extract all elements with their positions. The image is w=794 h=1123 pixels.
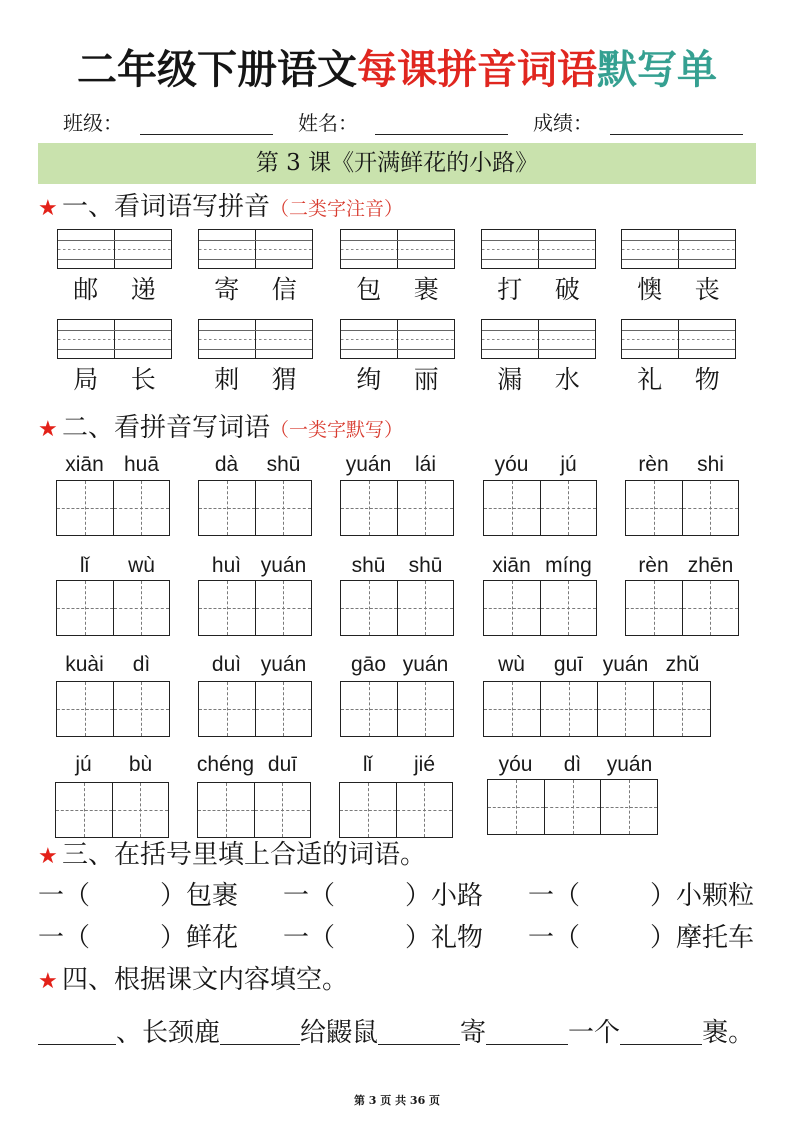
- pinyin-answer-cell[interactable]: [114, 320, 171, 358]
- tianzige-answer-cell[interactable]: [484, 682, 540, 736]
- pinyin-syllable: lǐ: [362, 753, 373, 776]
- tianzige-group: [197, 782, 311, 838]
- section-4-title: 四、根据课文内容填空。: [62, 965, 349, 995]
- tianzige-answer-cell[interactable]: [199, 581, 255, 635]
- measure-word-prefix: 一（: [38, 923, 91, 953]
- tianzige-answer-cell[interactable]: [600, 780, 657, 834]
- tianzige-answer-cell[interactable]: [544, 780, 601, 834]
- tianzige-group: [340, 480, 454, 536]
- pinyin-writing-box: [481, 229, 596, 269]
- pinyin-syllable: jú: [75, 753, 92, 776]
- hanzi-character: 丽: [413, 365, 439, 394]
- hanzi-character: 猬: [271, 365, 297, 394]
- tianzige-group: [339, 782, 453, 838]
- pinyin-syllable: wù: [498, 653, 525, 676]
- pinyin-syllable: dì: [132, 653, 151, 676]
- tianzige-answer-cell[interactable]: [113, 481, 170, 535]
- pinyin-syllable: bù: [128, 753, 153, 776]
- measure-word-prefix: 一（: [283, 881, 336, 911]
- hanzi-character: 递: [130, 275, 156, 304]
- tianzige-group: [56, 681, 170, 737]
- hanzi-character: 邮: [73, 275, 99, 304]
- tianzige-answer-cell[interactable]: [199, 481, 255, 535]
- pinyin-syllable: yuán: [606, 753, 653, 776]
- lesson-banner: [38, 143, 756, 184]
- pinyin-writing-box: [57, 229, 172, 269]
- tianzige-group: [56, 580, 170, 636]
- tianzige-group: [198, 681, 312, 737]
- hanzi-character: 寄: [214, 275, 240, 304]
- hanzi-character: 绚: [356, 365, 382, 394]
- pinyin-syllable: dì: [563, 753, 582, 776]
- tianzige-answer-cell[interactable]: [597, 682, 654, 736]
- section-4-heading: [38, 965, 348, 997]
- pinyin-syllable: shū: [351, 554, 386, 577]
- title-dictation-part: 默写单: [597, 46, 717, 93]
- sentence-text: 、长颈鹿: [116, 1018, 221, 1048]
- tianzige-answer-cell[interactable]: [112, 783, 169, 837]
- pinyin-syllable: gāo: [350, 653, 387, 676]
- sentence-text: 给鼹鼠: [300, 1018, 379, 1048]
- noun-suffix: ）礼物: [405, 923, 484, 953]
- tianzige-answer-cell[interactable]: [626, 581, 682, 635]
- hanzi-character: 信: [271, 275, 297, 304]
- tianzige-group: [483, 681, 711, 737]
- pinyin-syllable: yóu: [498, 753, 533, 776]
- pinyin-syllable: rèn: [638, 453, 669, 476]
- pinyin-answer-cell[interactable]: [678, 230, 735, 268]
- tianzige-group: [625, 580, 739, 636]
- pinyin-syllable: yuán: [602, 653, 649, 676]
- pinyin-answer-cell[interactable]: [341, 320, 397, 358]
- tianzige-group: [55, 782, 169, 838]
- tianzige-answer-cell[interactable]: [254, 783, 311, 837]
- pinyin-syllable: kuài: [65, 653, 104, 676]
- section-3-heading: [38, 840, 426, 872]
- tianzige-group: [487, 779, 658, 835]
- pinyin-answer-cell[interactable]: [255, 230, 312, 268]
- pinyin-syllable: huì: [211, 554, 242, 577]
- tianzige-answer-cell[interactable]: [397, 581, 454, 635]
- bracket-fill-in-blank[interactable]: [94, 922, 160, 954]
- noun-suffix: ）摩托车: [650, 923, 755, 953]
- tianzige-group: [198, 580, 312, 636]
- tianzige-answer-cell[interactable]: [396, 783, 453, 837]
- pinyin-answer-cell[interactable]: [58, 320, 114, 358]
- tianzige-answer-cell[interactable]: [484, 481, 540, 535]
- pinyin-syllable: yuán: [260, 653, 307, 676]
- pinyin-answer-cell[interactable]: [58, 230, 114, 268]
- pinyin-syllable: duì: [211, 653, 242, 676]
- tianzige-answer-cell[interactable]: [626, 481, 682, 535]
- hanzi-character: 物: [694, 365, 720, 394]
- pinyin-syllable: zhǔ: [665, 653, 700, 676]
- tianzige-group: [198, 480, 312, 536]
- tianzige-answer-cell[interactable]: [540, 481, 597, 535]
- measure-word-prefix: 一（: [528, 923, 581, 953]
- bracket-fill-in-blank[interactable]: [584, 922, 650, 954]
- noun-suffix: ）包裹: [160, 881, 239, 911]
- tianzige-group: [340, 580, 454, 636]
- pinyin-syllable: dà: [214, 453, 239, 476]
- pinyin-answer-cell[interactable]: [199, 320, 255, 358]
- tianzige-answer-cell[interactable]: [57, 481, 113, 535]
- tianzige-answer-cell[interactable]: [341, 682, 397, 736]
- name-field[interactable]: [375, 112, 508, 135]
- pinyin-answer-cell[interactable]: [199, 230, 255, 268]
- tianzige-answer-cell[interactable]: [682, 581, 739, 635]
- tianzige-answer-cell[interactable]: [198, 783, 254, 837]
- section-1-title: 一、看词语写拼音: [62, 192, 271, 222]
- measure-word-prefix: 一（: [528, 881, 581, 911]
- section-2-note: （一类字默写）: [270, 419, 404, 441]
- tianzige-answer-cell[interactable]: [199, 682, 255, 736]
- pinyin-answer-cell[interactable]: [397, 320, 454, 358]
- pinyin-syllable: xiān: [492, 554, 531, 577]
- sentence-fill-in-blank[interactable]: [486, 1017, 568, 1045]
- tianzige-answer-cell[interactable]: [255, 481, 312, 535]
- tianzige-answer-cell[interactable]: [57, 682, 113, 736]
- pinyin-answer-cell[interactable]: [397, 230, 454, 268]
- pinyin-answer-cell[interactable]: [538, 320, 595, 358]
- pinyin-syllable: jú: [560, 453, 577, 476]
- sentence-fill-in-blank[interactable]: [378, 1017, 460, 1045]
- pinyin-syllable: huā: [123, 453, 160, 476]
- sentence-text: 裹。: [702, 1018, 755, 1048]
- hanzi-character: 包: [356, 275, 382, 304]
- section-4-sentence: [38, 1017, 754, 1049]
- pinyin-syllable: rèn: [638, 554, 669, 577]
- hanzi-character: 打: [497, 275, 523, 304]
- hanzi-character: 丧: [694, 275, 720, 304]
- class-field[interactable]: [140, 112, 273, 135]
- pinyin-writing-box: [198, 229, 313, 269]
- tianzige-answer-cell[interactable]: [397, 481, 454, 535]
- section-3-title: 三、在括号里填上合适的词语。: [62, 840, 427, 870]
- pinyin-syllable: míng: [545, 554, 592, 577]
- sentence-fill-in-blank[interactable]: [620, 1017, 702, 1045]
- noun-suffix: ）小颗粒: [650, 881, 755, 911]
- pinyin-syllable: zhēn: [687, 554, 734, 577]
- tianzige-group: [56, 480, 170, 536]
- pinyin-answer-cell[interactable]: [482, 230, 538, 268]
- score-label: 成绩：: [533, 111, 593, 135]
- page-number: 第 3 页 共 36 页: [353, 1094, 441, 1107]
- bracket-fill-in-blank[interactable]: [339, 880, 405, 912]
- hanzi-character: 刺: [214, 365, 240, 394]
- pinyin-writing-box: [340, 229, 455, 269]
- bracket-fill-in-blank[interactable]: [339, 922, 405, 954]
- tianzige-answer-cell[interactable]: [397, 682, 454, 736]
- hanzi-character: 长: [130, 365, 156, 394]
- hanzi-character: 裹: [413, 275, 439, 304]
- hanzi-character: 破: [554, 275, 580, 304]
- pinyin-syllable: yuán: [260, 554, 307, 577]
- sentence-fill-in-blank[interactable]: [220, 1017, 300, 1045]
- sentence-text: 寄: [460, 1018, 487, 1048]
- worksheet-title: [0, 44, 794, 96]
- noun-suffix: ）鲜花: [160, 923, 239, 953]
- section-2-heading: [38, 413, 403, 445]
- pinyin-syllable: xiān: [65, 453, 104, 476]
- pinyin-syllable: shi: [697, 453, 724, 476]
- class-label: 班级：: [63, 111, 123, 135]
- pinyin-answer-cell[interactable]: [255, 320, 312, 358]
- tianzige-answer-cell[interactable]: [488, 780, 544, 834]
- tianzige-group: [340, 681, 454, 737]
- section-1-note: （二类字注音）: [270, 198, 404, 220]
- pinyin-syllable: lái: [414, 453, 436, 476]
- tianzige-group: [483, 480, 597, 536]
- tianzige-answer-cell[interactable]: [255, 682, 312, 736]
- tianzige-answer-cell[interactable]: [113, 682, 170, 736]
- hanzi-character: 局: [73, 365, 99, 394]
- pinyin-syllable: lǐ: [79, 554, 90, 577]
- pinyin-answer-cell[interactable]: [622, 230, 678, 268]
- pinyin-answer-cell[interactable]: [622, 320, 678, 358]
- pinyin-answer-cell[interactable]: [114, 230, 171, 268]
- tianzige-answer-cell[interactable]: [484, 581, 540, 635]
- name-label: 姓名：: [298, 111, 358, 135]
- pinyin-writing-box: [621, 319, 736, 359]
- title-highlight-part: 每课拼音词语: [357, 46, 597, 93]
- bracket-fill-in-blank[interactable]: [94, 880, 160, 912]
- tianzige-answer-cell[interactable]: [341, 481, 397, 535]
- tianzige-answer-cell[interactable]: [113, 581, 170, 635]
- pinyin-writing-box: [57, 319, 172, 359]
- pinyin-syllable: shū: [266, 453, 301, 476]
- star-icon: ★: [38, 844, 58, 869]
- title-grade-part: 二年级下册语文: [77, 46, 357, 93]
- pinyin-writing-box: [481, 319, 596, 359]
- tianzige-answer-cell[interactable]: [540, 682, 597, 736]
- lesson-title: 第 3 课《开满鲜花的小路》: [255, 150, 539, 176]
- pinyin-syllable: yuán: [402, 653, 449, 676]
- tianzige-answer-cell[interactable]: [540, 581, 597, 635]
- star-icon: ★: [38, 196, 58, 221]
- hanzi-character: 漏: [497, 365, 523, 394]
- hanzi-character: 懊: [637, 275, 663, 304]
- sentence-text: 一个: [568, 1018, 621, 1048]
- pinyin-syllable: guī: [553, 653, 584, 676]
- pinyin-syllable: chéng: [196, 753, 255, 776]
- tianzige-group: [625, 480, 739, 536]
- star-icon: ★: [38, 417, 58, 442]
- tianzige-answer-cell[interactable]: [653, 682, 710, 736]
- section-2-title: 二、看拼音写词语: [62, 413, 271, 443]
- noun-suffix: ）小路: [405, 881, 484, 911]
- pinyin-syllable: yóu: [494, 453, 529, 476]
- tianzige-answer-cell[interactable]: [57, 581, 113, 635]
- pinyin-syllable: yuán: [345, 453, 392, 476]
- pinyin-writing-box: [198, 319, 313, 359]
- measure-word-prefix: 一（: [38, 881, 91, 911]
- sentence-fill-in-blank[interactable]: [38, 1017, 116, 1045]
- tianzige-answer-cell[interactable]: [682, 481, 739, 535]
- pinyin-writing-box: [621, 229, 736, 269]
- tianzige-answer-cell[interactable]: [341, 581, 397, 635]
- tianzige-group: [483, 580, 597, 636]
- score-field[interactable]: [610, 112, 743, 135]
- hanzi-character: 礼: [637, 365, 663, 394]
- pinyin-answer-cell[interactable]: [678, 320, 735, 358]
- pinyin-answer-cell[interactable]: [482, 320, 538, 358]
- pinyin-answer-cell[interactable]: [341, 230, 397, 268]
- measure-word-prefix: 一（: [283, 923, 336, 953]
- tianzige-answer-cell[interactable]: [255, 581, 312, 635]
- bracket-fill-in-blank[interactable]: [584, 880, 650, 912]
- pinyin-writing-box: [340, 319, 455, 359]
- pinyin-answer-cell[interactable]: [538, 230, 595, 268]
- pinyin-syllable: duī: [267, 753, 298, 776]
- pinyin-syllable: jié: [413, 753, 435, 776]
- tianzige-answer-cell[interactable]: [56, 783, 112, 837]
- tianzige-answer-cell[interactable]: [340, 783, 396, 837]
- hanzi-character: 水: [554, 365, 580, 394]
- pinyin-syllable: shū: [408, 554, 443, 577]
- pinyin-syllable: wù: [128, 554, 155, 577]
- section-1-heading: [38, 192, 403, 224]
- star-icon: ★: [38, 969, 58, 994]
